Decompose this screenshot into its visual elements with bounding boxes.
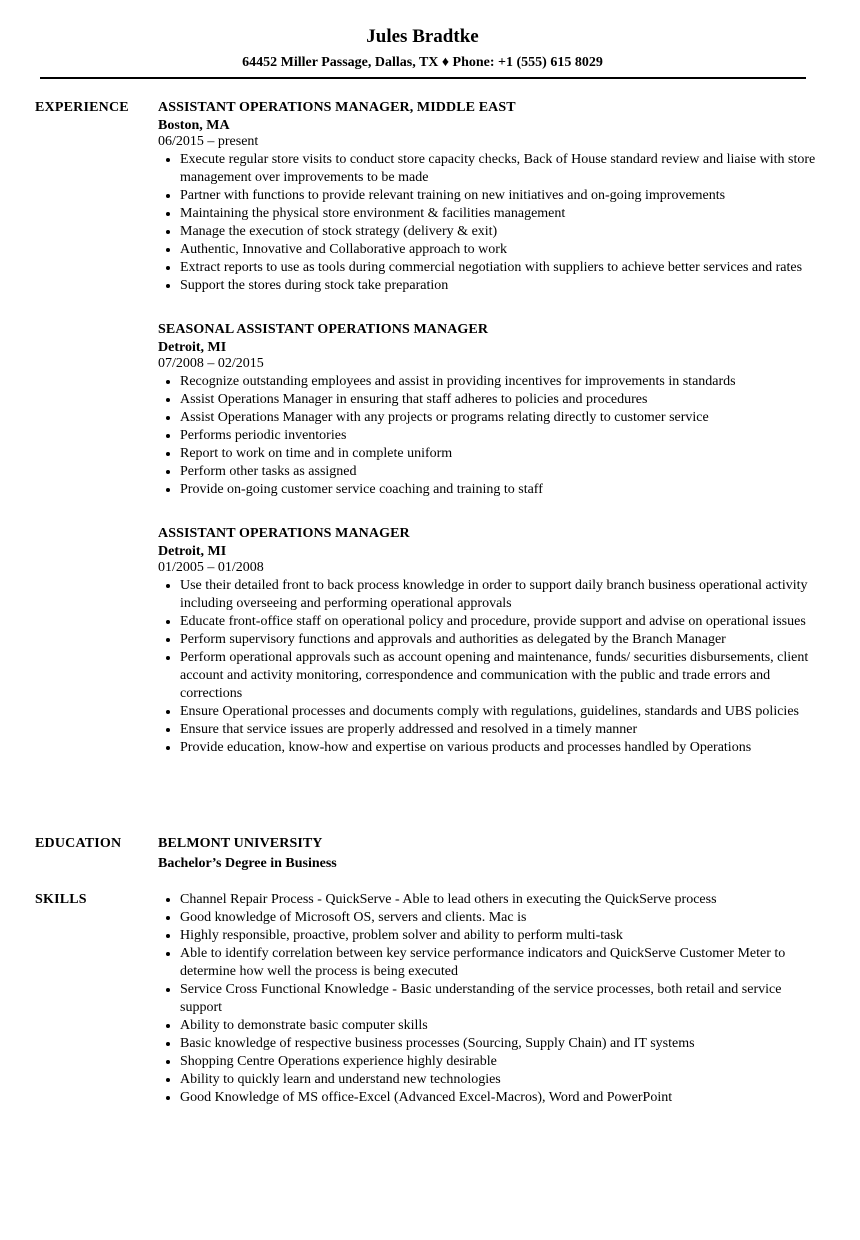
skills-body xyxy=(158,891,818,1107)
job-duty: • Provide on-going customer service coaching and training to staff xyxy=(180,481,818,499)
skill-item: • Basic knowledge of respective business processes (Sourcing, Supply Chain) and IT systems xyxy=(180,1035,818,1053)
skill-item: • Highly responsible, proactive, problem solver and ability to perform multi-task xyxy=(180,927,818,945)
job-duty: • Perform supervisory functions and approvals and authorities as delegated by the Branch Manager xyxy=(180,631,818,649)
job-dates: 01/2005 – 01/2008 xyxy=(158,560,264,575)
job-title: ASSISTANT OPERATIONS MANAGER, MIDDLE EAST xyxy=(158,100,516,115)
job-duties xyxy=(158,373,818,499)
job-entry xyxy=(158,525,818,757)
skill-item: • Ability to quickly learn and understand new technologies xyxy=(180,1071,818,1089)
job-location: Boston, MA xyxy=(158,118,230,133)
job-location: Detroit, MI xyxy=(158,544,227,559)
job-title: ASSISTANT OPERATIONS MANAGER xyxy=(158,526,410,541)
job-duty: • Assist Operations Manager with any projects or programs relating directly to customer service xyxy=(180,409,818,427)
candidate-name: Jules Bradtke xyxy=(366,26,479,47)
job-duty: • Authentic, Innovative and Collaborative approach to work xyxy=(180,241,818,259)
skill-item: • Able to identify correlation between key service performance indicators and QuickServe Customer Meter to determine how well the process is being executed xyxy=(180,945,818,981)
skill-item: • Channel Repair Process - QuickServe - Able to lead others in executing the QuickServe process xyxy=(180,891,818,909)
job-duties xyxy=(158,577,818,757)
section-label-education: EDUCATION xyxy=(35,836,122,851)
job-entry xyxy=(158,99,818,295)
resume-header xyxy=(0,26,845,72)
experience-body xyxy=(158,99,818,757)
job-duty: • Partner with functions to provide relevant training on new initiatives and on-going improvements xyxy=(180,187,818,205)
skills-list xyxy=(158,891,818,1107)
section-label-experience: EXPERIENCE xyxy=(35,100,129,115)
job-dates: 06/2015 – present xyxy=(158,134,259,149)
job-duty: • Educate front-office staff on operational policy and procedure, provide support and advise on operational issues xyxy=(180,613,818,631)
job-duty: • Recognize outstanding employees and assist in providing incentives for improvements in standards xyxy=(180,373,818,391)
job-duty: • Ensure Operational processes and documents comply with regulations, guidelines, standards and UBS policies xyxy=(180,703,818,721)
job-duty: • Assist Operations Manager in ensuring that staff adheres to policies and procedures xyxy=(180,391,818,409)
job-duties xyxy=(158,151,818,295)
job-duty: • Support the stores during stock take preparation xyxy=(180,277,818,295)
job-duty: • Report to work on time and in complete uniform xyxy=(180,445,818,463)
education-body xyxy=(158,835,818,873)
job-title: SEASONAL ASSISTANT OPERATIONS MANAGER xyxy=(158,322,489,337)
job-duty: • Use their detailed front to back process knowledge in order to support daily branch business operational activity including overseeing and performing operational approvals xyxy=(180,577,818,613)
section-label-skills: SKILLS xyxy=(35,892,87,907)
job-duty: • Provide education, know-how and expertise on various products and processes handled by Operations xyxy=(180,739,818,757)
header-divider xyxy=(40,77,806,79)
job-duty: • Maintaining the physical store environment & facilities management xyxy=(180,205,818,223)
job-duty: • Ensure that service issues are properly addressed and resolved in a timely manner xyxy=(180,721,818,739)
skill-item: • Good Knowledge of MS office-Excel (Advanced Excel-Macros), Word and PowerPoint xyxy=(180,1089,818,1107)
job-entry xyxy=(158,321,818,499)
job-duty: • Perform other tasks as assigned xyxy=(180,463,818,481)
skill-item: • Service Cross Functional Knowledge - Basic understanding of the service processes, both retail and service support xyxy=(180,981,818,1017)
contact-line: 64452 Miller Passage, Dallas, TX ♦ Phone: +1 (555) 615 8029 xyxy=(242,55,603,70)
job-location: Detroit, MI xyxy=(158,340,227,355)
job-duty: • Perform operational approvals such as account opening and maintenance, funds/ securities disbursements, client account and activity monitoring, correspondence and communication with the public and trade errors and corrections xyxy=(180,649,818,703)
degree: Bachelor’s Degree in Business xyxy=(158,856,337,871)
job-dates: 07/2008 – 02/2015 xyxy=(158,356,264,371)
job-duty: • Performs periodic inventories xyxy=(180,427,818,445)
school-name: BELMONT UNIVERSITY xyxy=(158,836,323,851)
job-duty: • Manage the execution of stock strategy (delivery & exit) xyxy=(180,223,818,241)
job-duty: • Extract reports to use as tools during commercial negotiation with suppliers to achieve better services and rates xyxy=(180,259,818,277)
skill-item: • Ability to demonstrate basic computer skills xyxy=(180,1017,818,1035)
skill-item: • Shopping Centre Operations experience highly desirable xyxy=(180,1053,818,1071)
skill-item: • Good knowledge of Microsoft OS, servers and clients. Mac is xyxy=(180,909,818,927)
job-duty: • Execute regular store visits to conduct store capacity checks, Back of House standard review and liaise with store management over improvements to be made xyxy=(180,151,818,187)
